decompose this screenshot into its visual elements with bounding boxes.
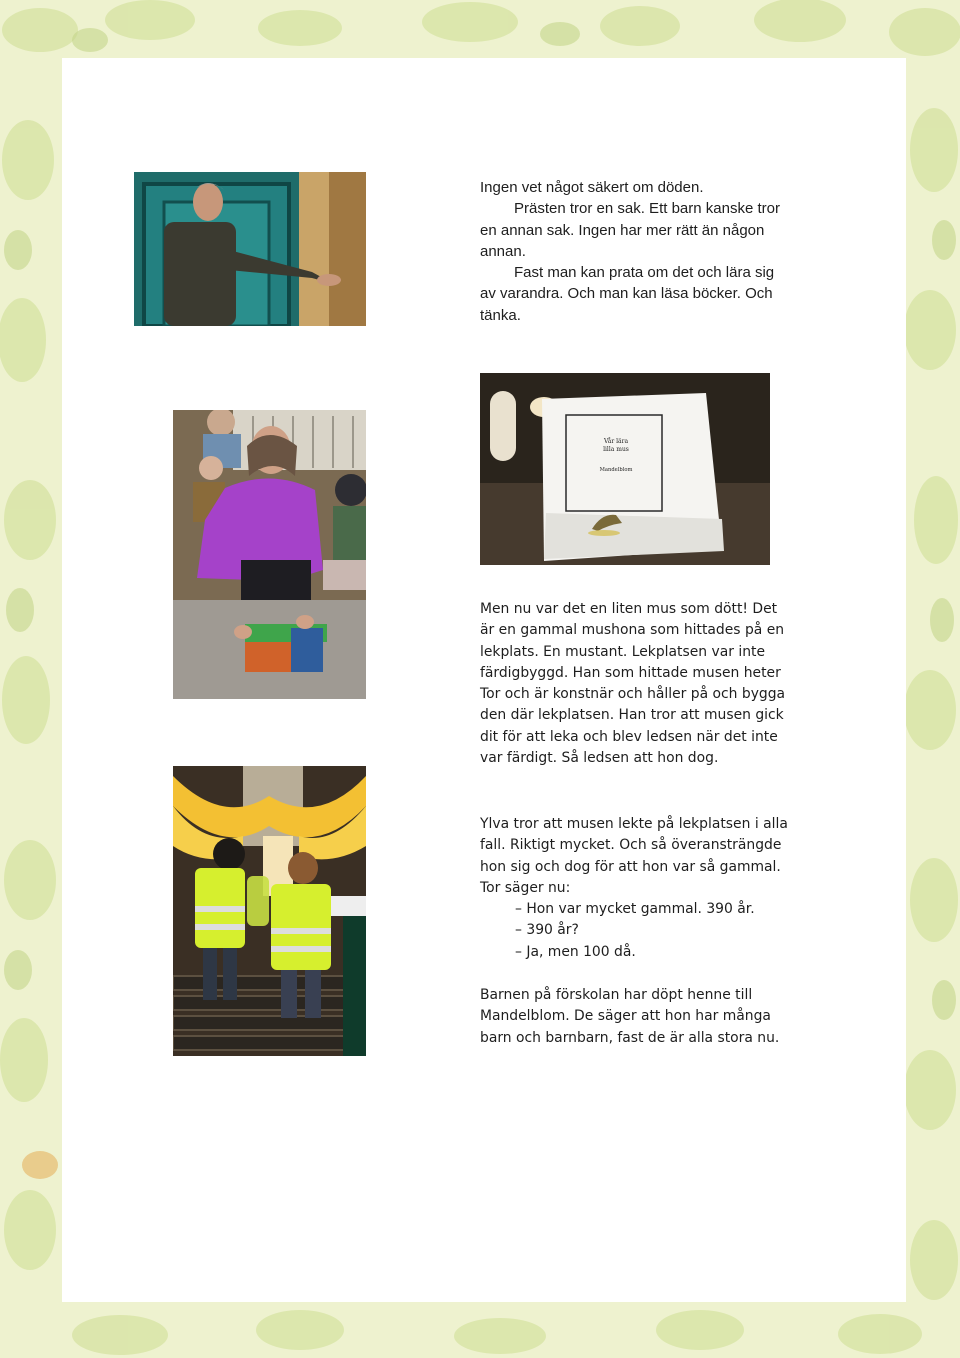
woman-with-box-photo	[173, 410, 366, 699]
story-text-1: Men nu var det en liten mus som dött! Det är en gammal mushona som hittades på en lekplats. En mustant. Lekplatsen var inte färdigbyggd. Han som hittade musen heter Tor och är konstnär och håller på och bygga den där lekplatsen. Han tror att musen gick dit för att leka och blev ledsen när det inte var färdigt. Så ledsen att hon dog.	[480, 601, 786, 767]
story-paragraph-3	[480, 985, 790, 1049]
children-on-stairs-photo	[173, 766, 366, 1056]
dialog-line-2: – 390 år?	[515, 922, 579, 939]
dialog-line-1: – Hon var mycket gammal. 390 år.	[515, 901, 755, 918]
priest-photo	[134, 172, 366, 326]
booklet-author: Mandelblom	[599, 467, 633, 473]
booklet-title-line1: Vår lära	[603, 438, 629, 445]
story-paragraph-2	[480, 814, 790, 963]
intro-paragraph-2: Prästen tror en sak. Ett barn kanske tror en annan sak. Ingen har mer rätt än någon annan.	[480, 200, 780, 260]
intro-paragraph-3: Fast man kan prata om det och lära sig av varandra. Och man kan läsa böcker. Och tänka.	[480, 264, 775, 324]
booklet-photo	[480, 373, 770, 565]
story-text-3: Barnen på förskolan har döpt henne till Mandelblom. De säger att hon har många barn och barnbarn, fast de är alla stora nu.	[480, 987, 780, 1046]
story-text-2: Ylva tror att musen lekte på lekplatsen i alla fall. Riktigt mycket. Och så överansträngde hon sig och dog för att hon var så gammal. Tor säger nu:	[480, 816, 788, 896]
dialog-line-3: – Ja, men 100 då.	[515, 943, 636, 960]
booklet-title-line2: lilla mus	[603, 446, 629, 453]
page	[62, 58, 906, 1302]
story-paragraph-1	[480, 599, 790, 769]
intro-paragraph-1: Ingen vet något säkert om döden.	[480, 179, 704, 196]
intro-text	[480, 177, 790, 326]
